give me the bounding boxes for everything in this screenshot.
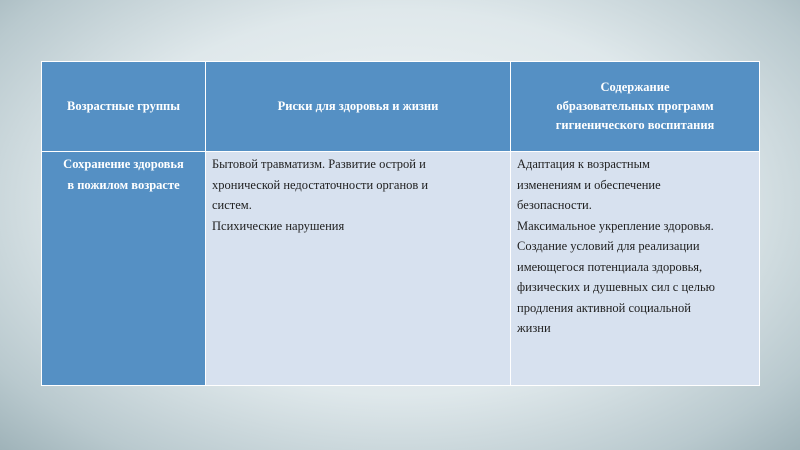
- table-header-row: [42, 62, 760, 152]
- cell-line: Максимальное укрепление здоровья.: [517, 218, 714, 233]
- header-line: Содержание: [600, 80, 670, 94]
- header-line: Возрастные группы: [66, 99, 180, 113]
- table-row: [42, 152, 760, 386]
- cell-age-group: [42, 152, 206, 386]
- header-line: Риски для здоровья и жизни: [277, 99, 439, 113]
- header-age-groups: [42, 62, 206, 152]
- header-line: гигиенического воспитания: [555, 118, 715, 132]
- cell-line: имеющегося потенциала здоровья,: [517, 259, 703, 274]
- cell-line: физических и душевных сил с целью: [517, 280, 715, 294]
- cell-line: Адаптация к возрастным: [517, 157, 650, 171]
- cell-line: Сохранение здоровья: [63, 157, 184, 171]
- header-line: образовательных программ: [556, 99, 714, 113]
- cell-line: Психические нарушения: [212, 218, 345, 233]
- content-table: [41, 61, 760, 386]
- cell-line: в пожилом возрасте: [67, 177, 180, 192]
- cell-line: Создание условий для реализации: [517, 239, 700, 253]
- cell-line: хронической недостаточности органов и: [212, 177, 429, 192]
- cell-risks: [206, 152, 511, 386]
- cell-line: жизни: [517, 321, 551, 335]
- header-program-content: [511, 62, 760, 152]
- cell-line: безопасности.: [517, 198, 592, 212]
- cell-program-content: [511, 152, 760, 386]
- cell-line: систем.: [212, 198, 252, 212]
- cell-line: продления активной социальной: [517, 300, 691, 315]
- header-health-risks: [206, 62, 511, 152]
- cell-line: Бытовой травматизм. Развитие острой и: [212, 157, 426, 171]
- cell-line: изменениям и обеспечение: [517, 177, 661, 192]
